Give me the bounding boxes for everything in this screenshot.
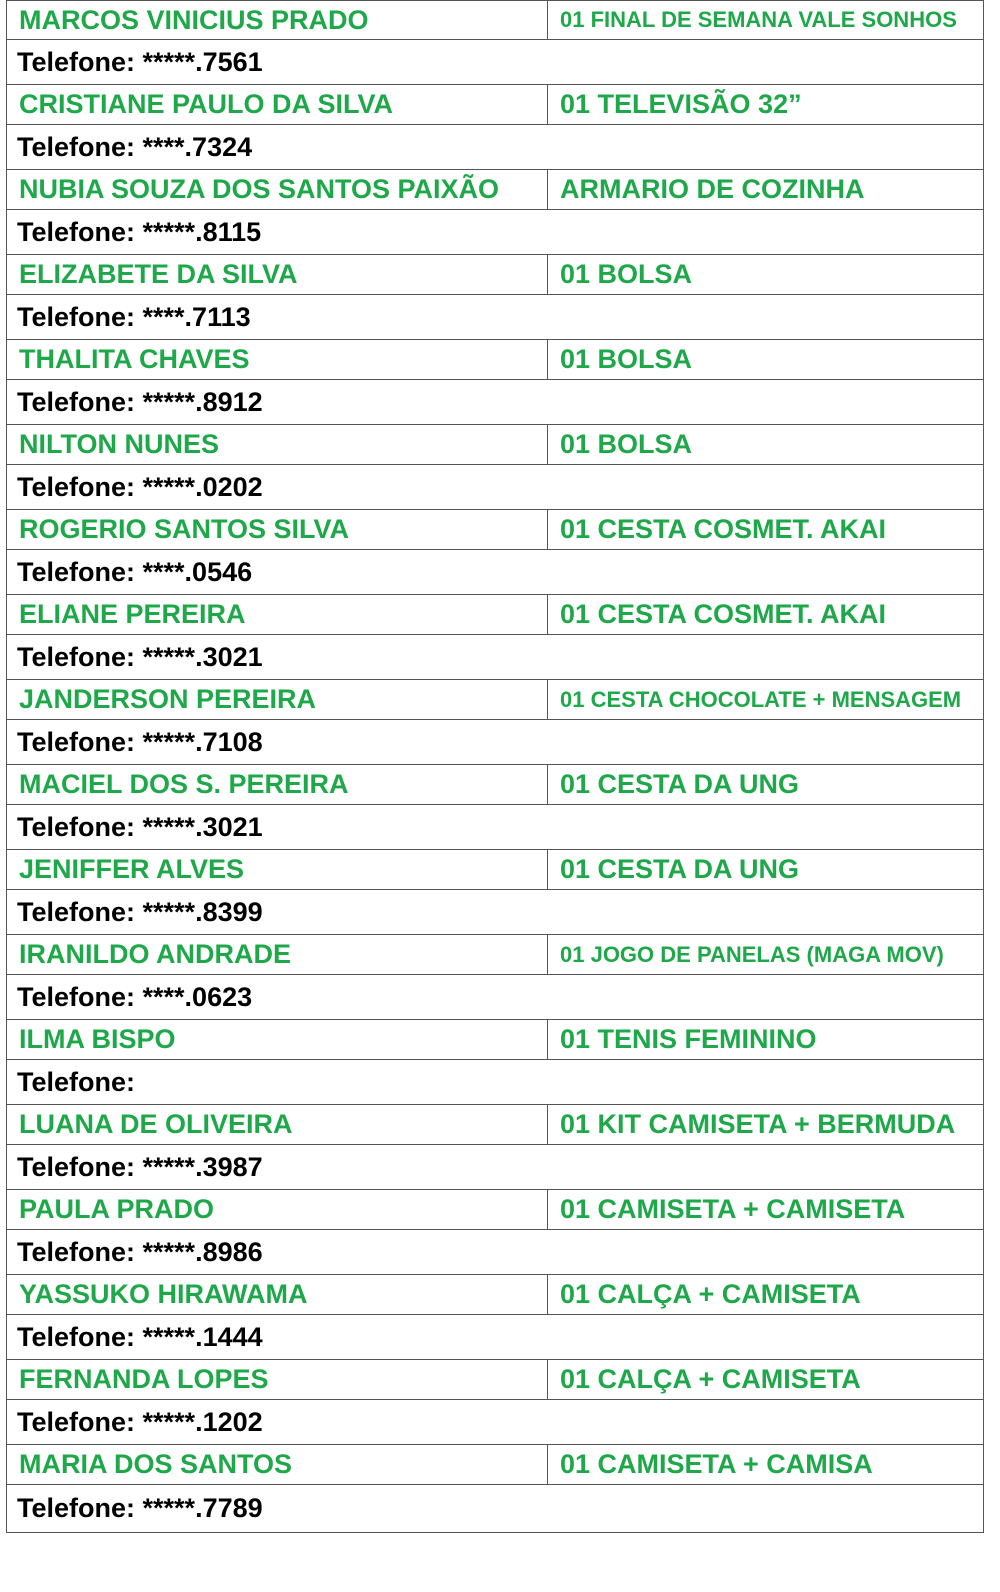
- phone-number: ****.0623: [142, 981, 253, 1012]
- winner-entry: [7, 255, 983, 340]
- winner-prize: 01 BOLSA: [560, 429, 693, 459]
- winner-entry: [7, 595, 983, 680]
- phone-number: ****.7324: [142, 131, 253, 162]
- winners-table: [6, 0, 984, 1533]
- winner-prize: 01 TELEVISÃO 32”: [560, 89, 802, 119]
- phone-number: ****.0546: [142, 556, 253, 587]
- winner-phone-row: [7, 550, 983, 595]
- winner-entry: [7, 425, 983, 510]
- phone-number: *****.8115: [142, 216, 262, 247]
- winner-name: MARIA DOS SANTOS: [7, 1445, 548, 1484]
- winner-entry: [7, 1360, 983, 1445]
- winner-phone-row: [7, 1485, 983, 1532]
- phone-number: *****.1202: [142, 1406, 263, 1437]
- phone-number: *****.8912: [142, 386, 263, 417]
- winner-name: NILTON NUNES: [7, 425, 548, 464]
- winner-name-row: [7, 765, 983, 805]
- winner-phone-row: [7, 975, 983, 1020]
- winner-phone-row: [7, 890, 983, 935]
- winner-name: FERNANDA LOPES: [7, 1360, 548, 1399]
- phone-label: Telefone:: [17, 641, 136, 672]
- winner-entry: [7, 680, 983, 765]
- winner-name-row: [7, 1275, 983, 1315]
- phone-label: Telefone:: [17, 1493, 136, 1523]
- winner-name-row: [7, 0, 983, 40]
- winner-phone-row: [7, 1400, 983, 1445]
- phone-label: Telefone:: [17, 556, 136, 587]
- winner-name: ILMA BISPO: [7, 1020, 548, 1059]
- winner-phone-row: [7, 1315, 983, 1360]
- winner-phone-row: [7, 380, 983, 425]
- winner-name: JANDERSON PEREIRA: [7, 680, 548, 719]
- winner-entry: [7, 0, 983, 85]
- winner-prize: 01 FINAL DE SEMANA VALE SONHOS: [560, 7, 957, 32]
- winner-phone-row: [7, 1060, 983, 1105]
- winner-entry: [7, 1275, 983, 1360]
- winner-name-row: [7, 340, 983, 380]
- phone-number: ****.7113: [142, 301, 251, 332]
- winner-name-row: [7, 170, 983, 210]
- winner-prize: ARMARIO DE COZINHA: [560, 174, 865, 204]
- winner-name-row: [7, 1445, 983, 1485]
- phone-label: Telefone:: [17, 386, 136, 417]
- winner-name-row: [7, 1360, 983, 1400]
- winner-prize: 01 CESTA COSMET. AKAI: [560, 599, 887, 629]
- phone-number: *****.8986: [142, 1236, 263, 1267]
- phone-label: Telefone:: [17, 811, 136, 842]
- winner-entry: [7, 1020, 983, 1105]
- phone-label: Telefone:: [17, 726, 136, 757]
- winner-name-row: [7, 255, 983, 295]
- phone-label: Telefone:: [17, 981, 136, 1012]
- winner-prize: 01 KIT CAMISETA + BERMUDA: [560, 1109, 956, 1139]
- phone-label: Telefone:: [17, 1151, 136, 1182]
- winner-phone-row: [7, 635, 983, 680]
- winner-phone-row: [7, 720, 983, 765]
- winner-entry: [7, 765, 983, 850]
- winner-phone-row: [7, 210, 983, 255]
- winner-prize: 01 CAMISETA + CAMISA: [560, 1449, 873, 1479]
- winner-name: THALITA CHAVES: [7, 340, 548, 379]
- winner-name-row: [7, 935, 983, 975]
- phone-label: Telefone:: [17, 301, 136, 332]
- winner-name-row: [7, 680, 983, 720]
- winner-entry: [7, 1445, 983, 1532]
- phone-label: Telefone:: [17, 1321, 136, 1352]
- winner-name: ELIANE PEREIRA: [7, 595, 548, 634]
- winner-name-row: [7, 850, 983, 890]
- phone-number: *****.7108: [142, 726, 263, 757]
- winner-entry: [7, 340, 983, 425]
- winner-prize: 01 CESTA DA UNG: [560, 854, 800, 884]
- winner-name: LUANA DE OLIVEIRA: [7, 1105, 548, 1144]
- winner-entry: [7, 85, 983, 170]
- phone-label: Telefone:: [17, 46, 136, 77]
- phone-number: *****.3987: [142, 1151, 263, 1182]
- winner-entry: [7, 850, 983, 935]
- phone-number: *****.3021: [142, 811, 263, 842]
- winner-name: MACIEL DOS S. PEREIRA: [7, 765, 548, 804]
- winner-name-row: [7, 1105, 983, 1145]
- winner-name: NUBIA SOUZA DOS SANTOS PAIXÃO: [7, 170, 548, 209]
- winner-entry: [7, 170, 983, 255]
- winner-name-row: [7, 1020, 983, 1060]
- winner-name: JENIFFER ALVES: [7, 850, 548, 889]
- phone-number: *****.0202: [142, 471, 263, 502]
- winner-name: ROGERIO SANTOS SILVA: [7, 510, 548, 549]
- winner-name: YASSUKO HIRAWAMA: [7, 1275, 548, 1314]
- winner-name-row: [7, 85, 983, 125]
- phone-number: *****.7789: [142, 1493, 263, 1523]
- winner-prize: 01 CESTA CHOCOLATE + MENSAGEM: [560, 686, 962, 712]
- winner-name: IRANILDO ANDRADE: [7, 935, 548, 974]
- winner-name-row: [7, 595, 983, 635]
- phone-label: Telefone:: [17, 131, 136, 162]
- winner-name: MARCOS VINICIUS PRADO: [7, 1, 548, 39]
- winner-entry: [7, 510, 983, 595]
- winner-entry: [7, 935, 983, 1020]
- winner-name: CRISTIANE PAULO DA SILVA: [7, 85, 548, 124]
- winner-prize: 01 TENIS FEMININO: [560, 1024, 817, 1054]
- winner-phone-row: [7, 295, 983, 340]
- phone-label: Telefone:: [17, 896, 136, 927]
- winner-prize: 01 CAMISETA + CAMISETA: [560, 1194, 906, 1224]
- phone-number: *****.8399: [142, 896, 263, 927]
- winner-phone-row: [7, 465, 983, 510]
- winner-entry: [7, 1190, 983, 1275]
- phone-label: Telefone:: [17, 1406, 136, 1437]
- phone-label: Telefone:: [17, 1066, 136, 1097]
- phone-number: *****.1444: [142, 1321, 263, 1352]
- phone-label: Telefone:: [17, 471, 136, 502]
- winner-phone-row: [7, 805, 983, 850]
- winner-name-row: [7, 425, 983, 465]
- winner-phone-row: [7, 1230, 983, 1275]
- phone-number: *****.7561: [142, 46, 263, 77]
- winner-phone-row: [7, 125, 983, 170]
- phone-label: Telefone:: [17, 1236, 136, 1267]
- winner-name-row: [7, 510, 983, 550]
- winner-name: ELIZABETE DA SILVA: [7, 255, 548, 294]
- winner-name: PAULA PRADO: [7, 1190, 548, 1229]
- winner-entry: [7, 1105, 983, 1190]
- phone-label: Telefone:: [17, 216, 136, 247]
- winner-prize: 01 BOLSA: [560, 344, 693, 374]
- winner-name-row: [7, 1190, 983, 1230]
- winner-prize: 01 CESTA DA UNG: [560, 769, 800, 799]
- winner-prize: 01 BOLSA: [560, 259, 693, 289]
- winner-phone-row: [7, 40, 983, 85]
- winner-prize: 01 CALÇA + CAMISETA: [560, 1279, 861, 1309]
- winner-phone-row: [7, 1145, 983, 1190]
- winner-prize: 01 CALÇA + CAMISETA: [560, 1364, 861, 1394]
- winner-prize: 01 JOGO DE PANELAS (MAGA MOV): [560, 941, 944, 967]
- phone-number: *****.3021: [142, 641, 263, 672]
- winner-prize: 01 CESTA COSMET. AKAI: [560, 514, 887, 544]
